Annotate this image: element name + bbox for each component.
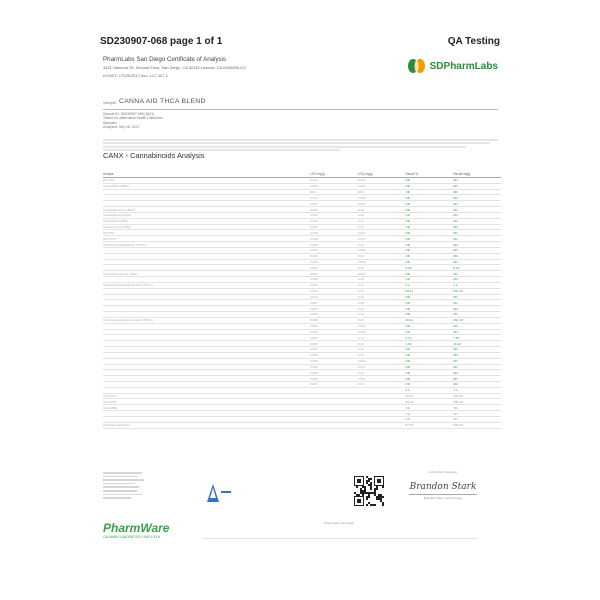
result-mgg-cell: ND xyxy=(453,201,501,207)
loq-cell: 0.021 xyxy=(358,201,406,207)
result-pct-cell: ND xyxy=(405,183,453,189)
result-pct-cell: ND xyxy=(405,411,453,417)
loq-cell: 0.16 xyxy=(358,317,406,323)
sample-name: CANNA AID THCA BLEND xyxy=(119,98,206,105)
lod-cell: 0.004 xyxy=(310,329,358,335)
lod-cell: 0.004 xyxy=(310,323,358,329)
result-pct-cell: ND xyxy=(405,358,453,364)
result-mgg-cell: ND xyxy=(453,242,501,248)
lod-cell: 0.006 xyxy=(310,212,358,218)
lod-cell: 0.016 xyxy=(310,259,358,265)
lod-cell: 0.006 xyxy=(310,341,358,347)
result-pct-cell: ND xyxy=(405,277,453,283)
footer-address: PharmLabs San Diego xyxy=(323,521,355,525)
result-mgg-cell: 261.10 xyxy=(453,317,501,323)
pharmware-brand: PharmWare xyxy=(103,521,170,535)
result-pct-cell: ND xyxy=(405,195,453,201)
header-result-mgg: Result mg/g xyxy=(453,170,501,178)
accreditation-logo-icon xyxy=(205,482,233,506)
result-pct-cell: ND xyxy=(405,247,453,253)
lab-address-line-2: ISO/IEC 17025:2017 Acc. L17-427-1 xyxy=(103,72,168,78)
result-mgg-cell: 876.19 xyxy=(453,422,501,428)
result-pct-cell: ND xyxy=(405,405,453,411)
lod-cell: 0.010 xyxy=(310,294,358,300)
loq-cell: 0.021 xyxy=(358,183,406,189)
analyte-cell: Δ10-THC xyxy=(103,236,310,242)
result-mgg-cell: ND xyxy=(453,416,501,422)
loq-cell: 0.037 xyxy=(358,323,406,329)
result-pct-cell: 87.62 xyxy=(405,422,453,428)
result-pct-cell: ND xyxy=(405,323,453,329)
result-mgg-cell: ND xyxy=(453,381,501,387)
result-pct-cell: ND xyxy=(405,201,453,207)
pharmware-subtitle: CANNABIS LABORATORY LIMS & ELN xyxy=(103,535,160,539)
result-pct-cell: ND xyxy=(405,242,453,248)
result-pct-cell: ND xyxy=(405,178,453,184)
header-analyte: Analyte xyxy=(103,170,310,178)
result-pct-cell: ND xyxy=(405,236,453,242)
result-mgg-cell: 832.18 xyxy=(453,399,501,405)
result-mgg-cell: ND xyxy=(453,347,501,353)
lod-cell: 0.013 xyxy=(310,178,358,184)
analyte-cell: Δ9-THC xyxy=(103,178,310,184)
result-mgg-cell: ND xyxy=(453,294,501,300)
lod-cell: 0.007 xyxy=(310,300,358,306)
loq-cell: 0.03 xyxy=(358,189,406,195)
section-title: CANX - Cannabinoids Analysis xyxy=(103,151,205,160)
loq-cell: 0.074 xyxy=(358,364,406,370)
result-pct-cell: 0.74 xyxy=(405,335,453,341)
result-mgg-cell: ND xyxy=(453,376,501,382)
result-mgg-cell: ND xyxy=(453,323,501,329)
result-pct-cell: 26.11 xyxy=(405,317,453,323)
result-mgg-cell: ND xyxy=(453,212,501,218)
sample-meta xyxy=(103,112,498,136)
result-pct-cell: 84.71 xyxy=(405,393,453,399)
result-pct-cell: ND xyxy=(405,306,453,312)
result-mgg-cell: ND xyxy=(453,405,501,411)
result-pct-cell: ND xyxy=(405,370,453,376)
result-pct-cell: ND xyxy=(405,300,453,306)
meta-row: Sampled: xyxy=(103,120,118,125)
header-loq: LOQ mg/g xyxy=(358,170,406,178)
result-mgg-cell: ND xyxy=(453,352,501,358)
result-mgg-cell: ND xyxy=(453,306,501,312)
result-mgg-cell: 1.1 xyxy=(453,282,501,288)
loq-cell: 0.073 xyxy=(358,236,406,242)
lod-cell: 0.003 xyxy=(310,347,358,353)
sample-heading xyxy=(103,97,498,110)
analyte-cell: Tetrahydrocannabivarin (THCV) xyxy=(103,242,310,248)
result-mgg-cell: ND xyxy=(453,189,501,195)
lod-cell: 0.008 xyxy=(310,376,358,382)
meta-row: Analyzed: Sep 08, 2023 xyxy=(103,125,140,130)
sample-label: Sample: xyxy=(103,101,117,105)
loq-cell: 0.16 xyxy=(358,282,406,288)
lod-cell: 0.005 xyxy=(310,271,358,277)
analyte-cell: Total THC xyxy=(103,393,310,399)
result-pct-cell: ND xyxy=(405,329,453,335)
result-pct-cell: 83.22 xyxy=(405,399,453,405)
lod-cell: 0.013 xyxy=(310,195,358,201)
lod-cell: 0.007 xyxy=(310,335,358,341)
result-pct-cell: ND xyxy=(405,212,453,218)
result-pct-cell: ND xyxy=(405,189,453,195)
result-mgg-cell: ND xyxy=(453,236,501,242)
loq-cell: 0.16 xyxy=(358,242,406,248)
loq-cell: 0.16 xyxy=(358,381,406,387)
loq-cell: 0.056 xyxy=(358,259,406,265)
document-id-title: SD230907-068 page 1 of 1 xyxy=(100,36,223,47)
result-mgg-cell: ND xyxy=(453,370,501,376)
result-mgg-cell: ND xyxy=(453,329,501,335)
result-mgg-cell: ND xyxy=(453,358,501,364)
lod-cell xyxy=(310,422,358,428)
lod-cell: 0.007 xyxy=(310,201,358,207)
loq-cell: 0.16 xyxy=(358,312,406,318)
lod-cell: 0.008 xyxy=(310,265,358,271)
lod-cell: 0.006 xyxy=(310,312,358,318)
lod-cell: 0.007 xyxy=(310,306,358,312)
loq-cell: 0.16 xyxy=(358,253,406,259)
qr-code-icon xyxy=(354,476,384,506)
lab-address-line-1: 3421 Hancock St, Second Floor, San Diego, CA 92110 License: C8-0000096-LIC xyxy=(103,65,247,70)
cannabinoids-table xyxy=(103,170,501,429)
result-mgg-cell: ND xyxy=(453,218,501,224)
analyte-cell: Cannabichromene (CBC) xyxy=(103,271,310,277)
lod-cell: 0.021 xyxy=(310,247,358,253)
analyte-cell: Cannabidivarin (CBDV) xyxy=(103,207,310,213)
analyte-cell: Total Cannabinoids xyxy=(103,422,310,428)
result-mgg-cell: ND xyxy=(453,253,501,259)
lod-cell: 0.006 xyxy=(310,183,358,189)
analyte-cell: Cannabicyclol (CBL) xyxy=(103,224,310,230)
lod-cell: 0.006 xyxy=(310,317,358,323)
lod-cell: 0.005 xyxy=(310,277,358,283)
lod-cell: 0.012 xyxy=(310,236,358,242)
result-mgg-cell: 0.34 xyxy=(453,265,501,271)
result-pct-cell: ND xyxy=(405,352,453,358)
leaf-logo-icon xyxy=(406,58,428,74)
loq-cell: 0.036 xyxy=(358,195,406,201)
result-mgg-cell: 1.1 xyxy=(453,387,501,393)
lod-cell: 0.006 xyxy=(310,370,358,376)
qa-testing-label: QA Testing xyxy=(447,36,500,47)
result-pct-cell: 0.1 xyxy=(405,387,453,393)
result-pct-cell: 0.1 xyxy=(405,282,453,288)
loq-cell: 0.16 xyxy=(358,277,406,283)
lod-cell: 0.007 xyxy=(310,381,358,387)
loq-cell: 0.014 xyxy=(358,358,406,364)
lod-cell: 0.005 xyxy=(310,282,358,288)
result-mgg-cell: 16.42 xyxy=(453,341,501,347)
result-pct-cell: 0.03 xyxy=(405,265,453,271)
result-mgg-cell: ND xyxy=(453,300,501,306)
analyte-cell: Total CBD xyxy=(103,405,310,411)
result-pct-cell: 1.64 xyxy=(405,341,453,347)
result-pct-cell: ND xyxy=(405,271,453,277)
result-mgg-cell: ND xyxy=(453,277,501,283)
result-mgg-cell: ND xyxy=(453,224,501,230)
loq-cell: 0.16 xyxy=(358,341,406,347)
loq-cell: 0.047 xyxy=(358,271,406,277)
result-mgg-cell: 847.09 xyxy=(453,393,501,399)
result-mgg-cell: ND xyxy=(453,178,501,184)
table-header-row xyxy=(103,170,501,178)
logo-wordmark: SDPharmLabs xyxy=(429,60,498,72)
top-bar xyxy=(100,36,500,54)
loq-cell: 0.16 xyxy=(358,212,406,218)
loq-cell: 0.16 xyxy=(358,306,406,312)
lab-title: PharmLabs San Diego Certificate of Analysis xyxy=(103,56,227,63)
loq-cell xyxy=(358,422,406,428)
signer-name: Brandon Stark, Lab Manager xyxy=(423,495,463,500)
loq-cell: 0.16 xyxy=(358,352,406,358)
loq-cell: 0.16 xyxy=(358,265,406,271)
signature-block xyxy=(403,470,483,510)
result-pct-cell: ND xyxy=(405,207,453,213)
lod-cell: 0.01 xyxy=(310,189,358,195)
meta-row: Tested for: Alternative Health Distributor xyxy=(103,116,163,121)
analyte-cell: Δ8-THC xyxy=(103,230,310,236)
analyte-cell: Tetrahydrocannabinolic Acid (THCA) xyxy=(103,317,310,323)
result-mgg-cell: 7.40 xyxy=(453,335,501,341)
analyte-cell: Cannabigerol (CBG) xyxy=(103,212,310,218)
result-mgg-cell: ND xyxy=(453,195,501,201)
lod-cell: 0.006 xyxy=(310,364,358,370)
result-pct-cell: ND xyxy=(405,253,453,259)
result-pct-cell: ND xyxy=(405,294,453,300)
lod-cell: 0.006 xyxy=(310,242,358,248)
result-mgg-cell: ND xyxy=(453,247,501,253)
result-mgg-cell: ND xyxy=(453,271,501,277)
result-pct-cell: ND xyxy=(405,376,453,382)
header-lod: LOD mg/g xyxy=(310,170,358,178)
lod-cell: 0.005 xyxy=(310,253,358,259)
lod-cell: 0.016 xyxy=(310,230,358,236)
analyte-cell: Cannabinol (CBN) xyxy=(103,218,310,224)
result-mgg-cell: ND xyxy=(453,364,501,370)
loq-cell: 0.064 xyxy=(358,247,406,253)
sdpharmlabs-logo xyxy=(406,58,498,74)
result-mgg-cell: ND xyxy=(453,411,501,417)
result-mgg-cell: ND xyxy=(453,183,501,189)
loq-cell: 0.043 xyxy=(358,329,406,335)
result-pct-cell: ND xyxy=(405,224,453,230)
lod-cell: 0.006 xyxy=(310,224,358,230)
lab-notes xyxy=(103,470,173,499)
result-pct-cell: ND xyxy=(405,416,453,422)
loq-cell: 0.16 xyxy=(358,347,406,353)
authorized-signature-label: Authorized Signature xyxy=(428,470,458,474)
result-pct-cell: 83.11 xyxy=(405,288,453,294)
result-mgg-cell: ND xyxy=(453,230,501,236)
disclaimer-text xyxy=(103,137,498,151)
meta-row: Sample ID: SD230907-068 (3421) xyxy=(103,112,155,116)
header-result-pct: Result % xyxy=(405,170,453,178)
loq-cell: 0.16 xyxy=(358,288,406,294)
loq-cell: 0.16 xyxy=(358,300,406,306)
result-mgg-cell: 831.10 xyxy=(453,288,501,294)
analyte-cell: Total THC xyxy=(103,399,310,405)
lod-cell: 0.011 xyxy=(310,288,358,294)
result-mgg-cell: ND xyxy=(453,207,501,213)
result-pct-cell: ND xyxy=(405,347,453,353)
table-row xyxy=(103,422,501,428)
loq-cell: 0.16 xyxy=(358,294,406,300)
footer-fineprint xyxy=(103,536,498,544)
loq-cell: 0.16 xyxy=(358,335,406,341)
loq-cell: 0.16 xyxy=(358,370,406,376)
loq-cell: 0.16 xyxy=(358,224,406,230)
signature: Brandon Stark xyxy=(409,482,477,492)
result-pct-cell: ND xyxy=(405,364,453,370)
lod-cell: 0.005 xyxy=(310,358,358,364)
result-pct-cell: ND xyxy=(405,218,453,224)
analyte-cell: Tetrahydrocannabinolic Acid (THCA) xyxy=(103,282,310,288)
lod-cell: 0.006 xyxy=(310,218,358,224)
result-pct-cell: ND xyxy=(405,381,453,387)
analyte-cell: Cannabidiol (CBD) xyxy=(103,183,310,189)
lod-cell: 0.006 xyxy=(310,207,358,213)
result-pct-cell: ND xyxy=(405,230,453,236)
lod-cell: 0.006 xyxy=(310,352,358,358)
result-pct-cell: ND xyxy=(405,312,453,318)
loq-cell: 0.053 xyxy=(358,376,406,382)
loq-cell: 0.044 xyxy=(358,230,406,236)
result-pct-cell: ND xyxy=(405,259,453,265)
loq-cell: 0.16 xyxy=(358,218,406,224)
result-mgg-cell: ND xyxy=(453,259,501,265)
loq-cell: 0.041 xyxy=(358,178,406,184)
loq-cell: 0.16 xyxy=(358,207,406,213)
result-mgg-cell: ND xyxy=(453,312,501,318)
